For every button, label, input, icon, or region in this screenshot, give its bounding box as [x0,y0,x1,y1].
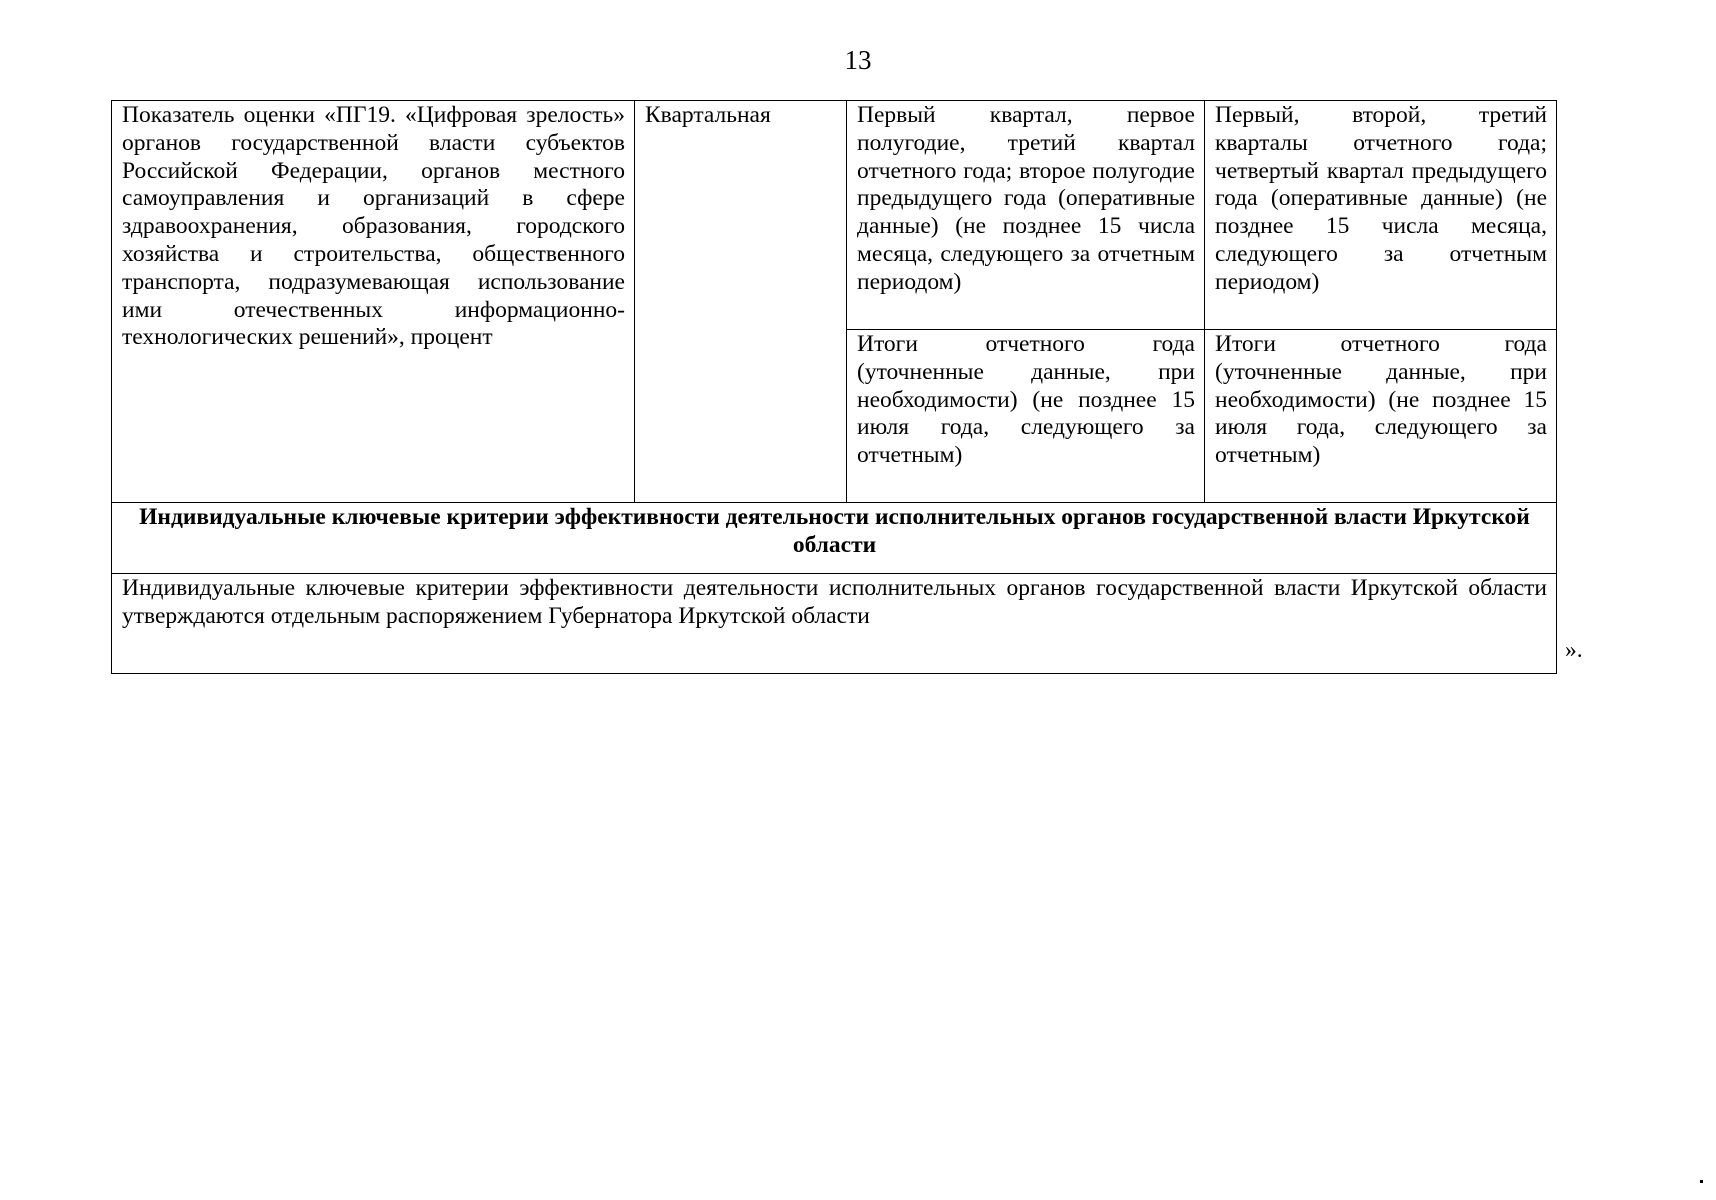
section-note-row [112,574,1557,674]
annual-period-cell: Итоги отчетного года (уточненные данные, при необходимости) (не позднее 15 июля года, следующего за отчетным) [847,330,1205,503]
page-number: 13 [844,45,872,75]
section-header-row [112,503,1557,574]
quarterly-period-cell: Первый квартал, первое полугодие, третий квартал отчетного года; второе полугодие предыдущего года (оперативные данные) (не позднее 15 числа месяца, следующего за отчетным периодом) [847,101,1205,330]
indicator-name-cell: Показатель оценки «ПГ19. «Цифровая зрелость» органов государственной власти субъектов Российской Федерации, органов местного самоуправления и организаций в сфере здравоохранения, образования, городского хозяйства и строительства, общественного транспорта, подразумевающая использование ими отечественных информационно-технологических решений», процент [112,101,635,503]
closing-quote: ». [1565,637,1583,663]
indicators-table [111,100,1557,674]
table-row [112,101,1557,330]
quarterly-deadline-cell: Первый, второй, третий кварталы отчетного года; четвертый квартал предыдущего года (оперативные данные) (не позднее 15 числа месяца, следующего за отчетным периодом) [1205,101,1557,330]
annual-deadline-cell: Итоги отчетного года (уточненные данные, при необходимости) (не позднее 15 июля года, следующего за отчетным) [1205,330,1557,503]
section-header: Индивидуальные ключевые критерии эффективности деятельности исполнительных органов государственной власти Иркутской области [112,503,1557,574]
section-note: Индивидуальные ключевые критерии эффективности деятельности исполнительных органов государственной власти Иркутской области утверждаются отдельным распоряжением Губернатора Иркутской области [112,574,1557,674]
frequency-cell: Квартальная [635,101,847,503]
scan-mark [1700,1180,1703,1183]
